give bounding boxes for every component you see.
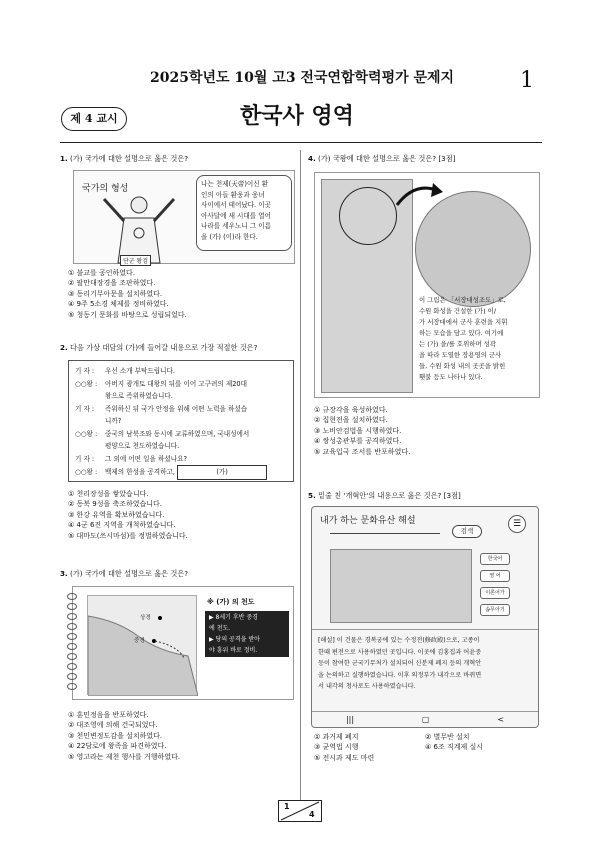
dialogue-line: 니까?: [105, 417, 122, 425]
option-2[interactable]: ② 별무반 설치: [425, 733, 470, 741]
dialogue-line: 평양으로 천도하였습니다.: [105, 442, 180, 450]
dialogue-line: 왕으로 즉위하였습니다.: [105, 392, 173, 400]
illustration-caption: 단군 왕검: [120, 255, 151, 266]
seojangdae-zoom-image: [415, 191, 531, 307]
bubble-line: 아사달에 새 시대를 열어: [201, 211, 271, 220]
language-buttons: [480, 553, 510, 616]
subject-title: 한국사 영역: [240, 104, 354, 129]
note-title: ※ (가) 의 천도: [207, 598, 255, 606]
question-1: [60, 154, 296, 165]
question-stem: 밑줄 친 '개혁안'의 내용으로 옳은 것은? [3점]: [318, 491, 461, 500]
option-5[interactable]: ⑤ 교육입국 조서를 반포하였다.: [314, 447, 411, 456]
question-stem: (가) 국왕에 대한 설명으로 옳은 것은? [3점]: [318, 154, 456, 163]
lang-button-korean[interactable]: 한국어: [480, 553, 510, 565]
commentary-text: [해설] 이 건물은 경복궁에 있는 수정전(修政殿)으로, 고종이 한때 편전으로 사용하였던 곳입니다. 이곳에 김홍집과 어윤중 등이 참여한 군국기무처가 설치되어 신분제 폐지 등의 개혁안 을 논의하고 실행하였습니다. 이후 의정부가 내각으로 바뀌면 서 내각의 청사로도 사용하였습니다.: [318, 637, 482, 690]
menu-icon[interactable]: ☰: [508, 515, 526, 533]
recent-apps-icon[interactable]: |||: [345, 715, 355, 724]
header-rule: [60, 142, 542, 143]
q4-options: [314, 405, 410, 457]
option-3[interactable]: ③ 한강 유역을 확보하였습니다.: [68, 510, 165, 519]
option-3[interactable]: ③ 동리기무아문을 설치하였다.: [68, 289, 163, 298]
question-number: 5.: [308, 491, 316, 500]
option-5[interactable]: ⑤ 영고라는 제천 행사를 거행하였다.: [68, 752, 181, 761]
option-1[interactable]: ① 규장각을 육성하였다.: [314, 406, 388, 414]
question-stem: 다음 가상 대담의 (가)에 들어갈 내용으로 가장 적절한 것은?: [70, 343, 258, 352]
option-2[interactable]: ② 동북 9성을 축조하였습니다.: [68, 500, 163, 509]
option-5[interactable]: ⑤ 대마도(쓰시마섬)를 정벌하였습니다.: [68, 531, 188, 540]
total-pages: 4: [309, 810, 315, 819]
q4-painting: [314, 172, 540, 398]
question-2: [60, 343, 296, 354]
page-number: 1: [520, 68, 534, 93]
option-4[interactable]: ④ 6조 직계제 실시: [425, 743, 483, 752]
q4-passage: 이 그림은 「서장대성조도」로, 수원 화성을 건설한 (가) 이/ 가 서장대에서 군사 훈련을 지휘 하는 모습을 담고 있다. 여기에 는 (가) 을/를 호위하며 성곽 을 따라 도열한 장용영의 군사 들, 수원 화성 내의 곳곳을 밝힌 횃불 등도 나타나 있다.: [419, 296, 508, 381]
note-line: 야 흥위 바로 정비.: [209, 647, 258, 654]
q1-illustration: [73, 170, 295, 264]
back-icon[interactable]: <: [497, 715, 505, 724]
option-2[interactable]: ② 팔만대장경을 조판하였다.: [68, 279, 156, 288]
bubble-line: 을 (가) (이)라 한다.: [201, 232, 258, 241]
question-number: 4.: [308, 154, 316, 163]
phone-nav-bar: [312, 711, 538, 727]
q2-dialogue-box: [68, 360, 294, 482]
bubble-line: 사이에서 태어났다. 이곳: [201, 201, 271, 209]
dialogue-line: 기 자 : 우선 소개 부탁드립니다.: [75, 367, 175, 375]
column-divider: [300, 150, 301, 800]
current-page: 1: [284, 802, 290, 811]
option-3[interactable]: ③ 천민변정도감을 설치하였다.: [68, 731, 163, 740]
question-number: 3.: [60, 569, 68, 578]
period-badge: 제 4 교시: [61, 107, 127, 131]
option-5[interactable]: ⑤ 전시과 제도 마련: [314, 753, 375, 762]
map-label-sanggyeong: 상경: [140, 615, 151, 621]
map-label-junggyeong: 중경: [134, 638, 145, 644]
option-5[interactable]: ⑤ 청동기 문화를 바탕으로 성립되었다.: [68, 310, 187, 319]
option-1[interactable]: ① 과거제 폐지: [314, 733, 359, 741]
question-4: [308, 154, 544, 165]
question-stem: (가) 국가에 대한 설명으로 옳은 것은?: [70, 154, 189, 163]
dialogue-line: ○○왕 : 백제의 한성을 공격하고, (가): [75, 465, 287, 480]
bubble-line: 나라를 세우노니 그 이름: [201, 222, 271, 230]
note-line: 에 천도.: [209, 625, 231, 632]
q5-options-right: [425, 732, 483, 753]
note-line: ▶ 8세기 후반 중경: [209, 614, 258, 621]
question-5: [308, 491, 544, 502]
app-title: 내가 하는 문화유산 해설: [320, 516, 416, 526]
map-image: [87, 595, 197, 695]
zoom-circle: [339, 187, 397, 245]
map-coastline-icon: [88, 596, 198, 696]
bubble-line: 인의 아들 환웅과 웅녀: [201, 190, 265, 199]
dialogue-line: ○○왕 : 아버지 광개토 대왕의 뒤를 이어 고구려의 제20대: [75, 379, 247, 388]
option-4[interactable]: ④ 쌍성총관부를 공격하였다.: [314, 437, 402, 446]
search-button[interactable]: 검색: [452, 525, 482, 538]
option-4[interactable]: ④ 4군 6진 지역을 개척하였습니다.: [68, 521, 176, 530]
option-1[interactable]: ① 훈민정음을 반포하였다.: [68, 711, 149, 719]
search-input[interactable]: [330, 533, 440, 534]
q3-options: [68, 710, 180, 762]
q1-options: [68, 268, 187, 320]
dialogue-line: ○○왕 : 중국의 남북조와 동시에 교류하였으며, 국내성에서: [75, 429, 250, 438]
option-2[interactable]: ② 집현전을 설치하였다.: [314, 416, 388, 425]
option-4[interactable]: ④ 22담로에 왕족을 파견하였다.: [68, 742, 167, 751]
question-stem: (가) 국가에 대한 설명으로 옳은 것은?: [70, 569, 189, 578]
dialogue-line: 기 자 : 그 외에 어떤 일을 하셨나요?: [75, 454, 187, 463]
q3-notebook: [72, 586, 294, 700]
page-indicator: [278, 800, 322, 822]
home-icon[interactable]: ▢: [421, 715, 430, 724]
q5-options-left: [314, 732, 374, 763]
bubble-line: 나는 천제(天帝)이신 환: [201, 180, 269, 188]
option-4[interactable]: ④ 9주 5소경 체제를 정비하였다.: [68, 300, 169, 309]
option-3[interactable]: ③ 노비안검법을 시행하였다.: [314, 426, 402, 435]
question-number: 1.: [60, 154, 68, 163]
question-3: [60, 569, 296, 580]
question-number: 2.: [60, 343, 68, 352]
q2-options: [68, 489, 188, 541]
option-1[interactable]: ① 천리장성을 쌓았습니다.: [68, 490, 149, 498]
option-2[interactable]: ② 대조영에 의해 건국되었다.: [68, 721, 158, 730]
dialogue-line: 기 자 : 즉위하신 뒤 국가 안정을 위해 어떤 노력을 하셨습: [75, 404, 248, 413]
speech-bubble: [196, 175, 292, 251]
option-1[interactable]: ① 불교를 공인하였다.: [68, 269, 136, 277]
sujeongjeon-photo: [330, 549, 472, 623]
lang-button-english[interactable]: 영 어: [480, 570, 510, 582]
illustration-title: 국가의 형성: [82, 184, 129, 194]
q5-phone-app: [311, 506, 539, 728]
lang-button-4[interactable]: 솜무아기: [480, 604, 510, 616]
blank-ga: (가): [177, 465, 267, 480]
note-box: [205, 611, 289, 657]
exam-title: 2025학년도 10월 고3 전국연합학력평가 문제지: [150, 70, 455, 86]
lang-button-3[interactable]: 이론어가: [480, 587, 510, 599]
note-line: ▶ 당의 공격을 받아: [209, 636, 260, 643]
option-3[interactable]: ③ 균역법 시행: [314, 743, 359, 752]
